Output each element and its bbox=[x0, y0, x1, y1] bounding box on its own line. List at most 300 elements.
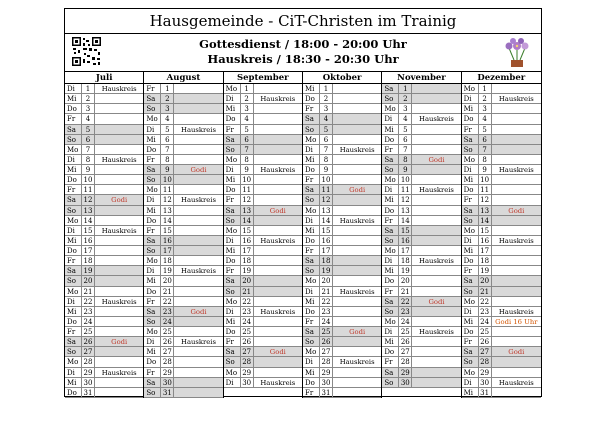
weekday-label: Sa bbox=[65, 266, 82, 275]
day-number: 26 bbox=[320, 337, 333, 346]
weekday-label: Sa bbox=[303, 114, 320, 123]
day-row bbox=[382, 195, 460, 205]
event-label: Hauskreis bbox=[260, 95, 296, 104]
day-number: 13 bbox=[241, 206, 254, 215]
day-number: 17 bbox=[399, 246, 412, 255]
day-number: 28 bbox=[479, 357, 492, 366]
day-row bbox=[303, 216, 381, 226]
weekday-label: Fr bbox=[224, 195, 241, 204]
event-label bbox=[174, 256, 222, 265]
day-row bbox=[462, 216, 541, 226]
weekday-label: Mo bbox=[224, 84, 241, 93]
event-label bbox=[412, 84, 460, 93]
month-header: Juli bbox=[65, 72, 143, 84]
day-row bbox=[382, 226, 460, 236]
day-row bbox=[224, 195, 302, 205]
event-label bbox=[254, 145, 302, 154]
month-header: Dezember bbox=[462, 72, 541, 84]
weekday-label: Mo bbox=[462, 226, 479, 235]
day-row bbox=[144, 104, 222, 114]
weekday-label: Di bbox=[382, 185, 399, 194]
weekday-label: Mi bbox=[462, 104, 479, 113]
weekday-label: Fr bbox=[382, 287, 399, 296]
weekday-label: Mo bbox=[224, 368, 241, 377]
day-number: 4 bbox=[161, 114, 174, 123]
event-label bbox=[174, 206, 222, 215]
weekday-label: Di bbox=[144, 266, 161, 275]
day-row bbox=[144, 175, 222, 185]
weekday-label: Mi bbox=[303, 297, 320, 306]
day-number: 11 bbox=[399, 185, 412, 194]
weekday-label: Mi bbox=[303, 84, 320, 93]
event-label: Hauskreis bbox=[181, 338, 216, 347]
day-row bbox=[382, 307, 460, 317]
weekday-label: Di bbox=[303, 287, 320, 296]
event-label bbox=[174, 378, 222, 387]
day-number: 18 bbox=[241, 256, 254, 265]
event-label bbox=[492, 145, 541, 154]
event-label bbox=[174, 388, 222, 397]
event-label bbox=[174, 104, 222, 113]
day-row bbox=[224, 327, 302, 337]
weekday-label: Fr bbox=[303, 246, 320, 255]
weekday-label: Do bbox=[382, 347, 399, 356]
weekday-label: Do bbox=[65, 246, 82, 255]
event-label: Hauskreis bbox=[498, 95, 534, 104]
weekday-label: Di bbox=[65, 297, 82, 306]
day-row bbox=[303, 266, 381, 276]
day-row bbox=[382, 216, 460, 226]
month-column bbox=[382, 72, 461, 398]
day-number: 15 bbox=[82, 226, 95, 235]
event-label bbox=[95, 236, 143, 245]
day-row bbox=[382, 185, 460, 195]
day-row bbox=[144, 185, 222, 195]
day-number: 25 bbox=[241, 327, 254, 336]
weekday-label: Sa bbox=[303, 256, 320, 265]
weekday-label: So bbox=[144, 388, 161, 397]
event-label bbox=[492, 266, 541, 275]
event-label bbox=[174, 327, 222, 336]
day-row bbox=[462, 388, 541, 398]
event-label bbox=[174, 368, 222, 377]
day-row bbox=[382, 125, 460, 135]
day-row bbox=[144, 347, 222, 357]
weekday-label: Di bbox=[462, 94, 479, 103]
day-number: 7 bbox=[241, 145, 254, 154]
day-number: 31 bbox=[320, 388, 333, 397]
day-number: 12 bbox=[479, 195, 492, 204]
housegroup-times: Hauskreis / 18:30 - 20:30 Uhr bbox=[207, 52, 399, 66]
day-row bbox=[224, 135, 302, 145]
weekday-label: Sa bbox=[144, 307, 161, 316]
day-number: 11 bbox=[161, 185, 174, 194]
month-column bbox=[144, 72, 223, 398]
weekday-label: So bbox=[65, 135, 82, 144]
weekday-label: So bbox=[303, 266, 320, 275]
day-row bbox=[382, 317, 460, 327]
event-label: Hauskreis bbox=[498, 166, 534, 174]
event-label: Hauskreis bbox=[101, 368, 137, 377]
weekday-label: Di bbox=[462, 307, 479, 316]
event-label bbox=[492, 327, 541, 336]
day-number: 27 bbox=[399, 347, 412, 356]
event-label bbox=[333, 114, 381, 123]
day-row bbox=[65, 337, 143, 347]
day-row bbox=[303, 84, 381, 94]
day-number: 25 bbox=[320, 327, 333, 336]
weekday-label: Mo bbox=[462, 368, 479, 377]
day-row bbox=[303, 226, 381, 236]
event-label: Hauskreis bbox=[260, 166, 296, 174]
day-number: 23 bbox=[241, 307, 254, 316]
day-number: 1 bbox=[479, 84, 492, 93]
day-number: 10 bbox=[82, 175, 95, 184]
day-row bbox=[462, 236, 541, 246]
event-label bbox=[174, 94, 222, 103]
weekday-label: Mo bbox=[144, 327, 161, 336]
event-label: Godi bbox=[111, 338, 128, 347]
day-row bbox=[303, 246, 381, 256]
day-row bbox=[462, 165, 541, 175]
day-number: 5 bbox=[320, 125, 333, 134]
day-number: 16 bbox=[241, 236, 254, 245]
event-label bbox=[95, 378, 143, 387]
weekday-label: Fr bbox=[382, 357, 399, 366]
weekday-label: Fr bbox=[303, 317, 320, 326]
page-title: Hausgemeinde - CiT-Christen im Trainig bbox=[65, 9, 541, 34]
day-number: 4 bbox=[241, 114, 254, 123]
day-number: 12 bbox=[241, 195, 254, 204]
day-row bbox=[144, 388, 222, 398]
weekday-label: Fr bbox=[224, 125, 241, 134]
day-number: 24 bbox=[161, 317, 174, 326]
day-number: 28 bbox=[241, 357, 254, 366]
day-row bbox=[462, 226, 541, 236]
weekday-label: So bbox=[224, 145, 241, 154]
day-row bbox=[224, 337, 302, 347]
months-grid bbox=[65, 72, 541, 398]
weekday-label: Fr bbox=[65, 185, 82, 194]
weekday-label: Mi bbox=[144, 276, 161, 285]
event-label bbox=[412, 125, 460, 134]
day-row bbox=[303, 287, 381, 297]
day-number: 16 bbox=[320, 236, 333, 245]
day-row bbox=[65, 104, 143, 114]
day-row bbox=[462, 337, 541, 347]
event-label bbox=[333, 388, 381, 397]
day-number: 15 bbox=[320, 226, 333, 235]
day-number: 20 bbox=[161, 276, 174, 285]
weekday-label: Mi bbox=[224, 317, 241, 326]
event-label bbox=[492, 175, 541, 184]
day-number: 9 bbox=[82, 165, 95, 174]
event-label bbox=[412, 337, 460, 346]
day-number: 5 bbox=[479, 125, 492, 134]
day-number: 24 bbox=[82, 317, 95, 326]
day-number: 22 bbox=[82, 297, 95, 306]
weekday-label: Mi bbox=[462, 388, 479, 397]
weekday-label: Do bbox=[303, 165, 320, 174]
event-label bbox=[254, 246, 302, 255]
day-number: 12 bbox=[399, 195, 412, 204]
day-number: 18 bbox=[320, 256, 333, 265]
day-row bbox=[462, 297, 541, 307]
day-number: 12 bbox=[161, 195, 174, 204]
day-number: 2 bbox=[320, 94, 333, 103]
day-row bbox=[303, 155, 381, 165]
event-label bbox=[333, 368, 381, 377]
day-row bbox=[65, 206, 143, 216]
day-row bbox=[382, 155, 460, 165]
day-number: 26 bbox=[82, 337, 95, 346]
weekday-label: Do bbox=[224, 327, 241, 336]
day-row bbox=[144, 155, 222, 165]
month-header: September bbox=[224, 72, 302, 84]
weekday-label: Sa bbox=[144, 236, 161, 245]
day-row bbox=[303, 357, 381, 367]
day-number: 23 bbox=[161, 307, 174, 316]
event-label bbox=[95, 104, 143, 113]
event-label bbox=[95, 266, 143, 275]
day-row bbox=[65, 185, 143, 195]
day-number: 10 bbox=[241, 175, 254, 184]
day-row bbox=[65, 327, 143, 337]
day-row bbox=[382, 378, 460, 388]
weekday-label: So bbox=[144, 246, 161, 255]
event-label bbox=[174, 246, 222, 255]
day-number: 20 bbox=[241, 276, 254, 285]
event-label: Hauskreis bbox=[339, 216, 375, 225]
day-row bbox=[65, 216, 143, 226]
event-label: Godi bbox=[508, 206, 525, 215]
day-number: 3 bbox=[82, 104, 95, 113]
weekday-label: Fr bbox=[144, 368, 161, 377]
event-label bbox=[492, 84, 541, 93]
day-row bbox=[224, 357, 302, 367]
day-number: 7 bbox=[161, 145, 174, 154]
day-number: 26 bbox=[161, 337, 174, 346]
weekday-label: Do bbox=[224, 185, 241, 194]
weekday-label: Mi bbox=[144, 135, 161, 144]
day-number: 27 bbox=[82, 347, 95, 356]
day-row bbox=[303, 256, 381, 266]
event-label bbox=[174, 287, 222, 296]
day-row bbox=[65, 145, 143, 155]
day-row bbox=[65, 287, 143, 297]
day-row bbox=[144, 317, 222, 327]
day-row bbox=[144, 125, 222, 135]
weekday-label: So bbox=[462, 145, 479, 154]
weekday-label: Mi bbox=[303, 368, 320, 377]
day-row bbox=[382, 104, 460, 114]
day-row bbox=[65, 256, 143, 266]
event-label bbox=[95, 357, 143, 366]
day-row bbox=[462, 206, 541, 216]
event-label bbox=[492, 226, 541, 235]
weekday-label: Mo bbox=[65, 287, 82, 296]
event-label bbox=[174, 114, 222, 123]
weekday-label: Do bbox=[303, 307, 320, 316]
day-number: 24 bbox=[241, 317, 254, 326]
day-number: 4 bbox=[479, 114, 492, 123]
day-row bbox=[303, 185, 381, 195]
day-row bbox=[303, 114, 381, 124]
day-number: 21 bbox=[399, 287, 412, 296]
day-row bbox=[303, 337, 381, 347]
day-number: 14 bbox=[161, 216, 174, 225]
day-row bbox=[382, 256, 460, 266]
event-label bbox=[492, 216, 541, 225]
weekday-label: Sa bbox=[224, 135, 241, 144]
event-label bbox=[254, 125, 302, 134]
day-number: 20 bbox=[82, 276, 95, 285]
day-row bbox=[462, 104, 541, 114]
day-row bbox=[303, 236, 381, 246]
day-row bbox=[303, 125, 381, 135]
day-row bbox=[462, 266, 541, 276]
day-row bbox=[224, 145, 302, 155]
weekday-label: So bbox=[65, 276, 82, 285]
event-label bbox=[254, 114, 302, 123]
day-row bbox=[144, 195, 222, 205]
day-number: 22 bbox=[161, 297, 174, 306]
day-number: 16 bbox=[479, 236, 492, 245]
weekday-label: Mi bbox=[65, 165, 82, 174]
event-label bbox=[333, 236, 381, 245]
day-number: 18 bbox=[399, 256, 412, 265]
weekday-label: Fr bbox=[303, 104, 320, 113]
day-number: 27 bbox=[320, 347, 333, 356]
day-row bbox=[382, 327, 460, 337]
event-label: Godi bbox=[190, 307, 207, 316]
day-row bbox=[303, 378, 381, 388]
weekday-label: So bbox=[303, 125, 320, 134]
event-label bbox=[95, 125, 143, 134]
day-number: 9 bbox=[399, 165, 412, 174]
day-row bbox=[65, 347, 143, 357]
event-label bbox=[333, 337, 381, 346]
day-row bbox=[462, 155, 541, 165]
day-row bbox=[303, 388, 381, 398]
weekday-label: Mi bbox=[65, 236, 82, 245]
event-label bbox=[174, 135, 222, 144]
weekday-label: Do bbox=[462, 185, 479, 194]
day-row bbox=[382, 145, 460, 155]
weekday-label: Fr bbox=[303, 388, 320, 397]
day-number: 14 bbox=[241, 216, 254, 225]
day-number: 4 bbox=[399, 114, 412, 123]
day-row bbox=[382, 135, 460, 145]
event-label bbox=[333, 246, 381, 255]
day-number: 17 bbox=[82, 246, 95, 255]
weekday-label: Fr bbox=[65, 114, 82, 123]
day-row bbox=[303, 276, 381, 286]
event-label: Hauskreis bbox=[101, 155, 137, 164]
day-row bbox=[224, 378, 302, 388]
day-row bbox=[462, 135, 541, 145]
day-row bbox=[224, 94, 302, 104]
weekday-label: Fr bbox=[462, 125, 479, 134]
event-label bbox=[174, 357, 222, 366]
weekday-label: Fr bbox=[462, 266, 479, 275]
event-label bbox=[412, 246, 460, 255]
day-number: 21 bbox=[320, 287, 333, 296]
event-label bbox=[333, 307, 381, 316]
weekday-label: Mi bbox=[462, 246, 479, 255]
event-label bbox=[254, 216, 302, 225]
day-number: 17 bbox=[320, 246, 333, 255]
weekday-label: So bbox=[462, 357, 479, 366]
day-number: 9 bbox=[479, 165, 492, 174]
weekday-label: Do bbox=[65, 388, 82, 397]
day-number: 6 bbox=[161, 135, 174, 144]
day-number: 6 bbox=[399, 135, 412, 144]
day-row bbox=[144, 84, 222, 94]
day-row bbox=[382, 114, 460, 124]
event-label bbox=[412, 266, 460, 275]
day-number: 10 bbox=[479, 175, 492, 184]
day-row bbox=[382, 368, 460, 378]
day-row bbox=[462, 256, 541, 266]
event-label bbox=[254, 276, 302, 285]
weekday-label: Sa bbox=[224, 276, 241, 285]
day-row bbox=[224, 266, 302, 276]
event-label bbox=[412, 135, 460, 144]
day-number: 1 bbox=[241, 84, 254, 93]
event-label bbox=[333, 317, 381, 326]
weekday-label: Sa bbox=[382, 226, 399, 235]
event-label: Godi bbox=[508, 348, 525, 357]
weekday-label: Mi bbox=[65, 307, 82, 316]
event-label bbox=[254, 195, 302, 204]
event-label bbox=[333, 206, 381, 215]
day-number: 19 bbox=[82, 266, 95, 275]
event-label bbox=[254, 135, 302, 144]
month-header: November bbox=[382, 72, 460, 84]
event-label bbox=[95, 206, 143, 215]
weekday-label: Di bbox=[224, 94, 241, 103]
day-number: 22 bbox=[479, 297, 492, 306]
day-row bbox=[382, 297, 460, 307]
weekday-label: So bbox=[303, 337, 320, 346]
event-label bbox=[174, 185, 222, 194]
event-label bbox=[412, 104, 460, 113]
day-number: 4 bbox=[320, 114, 333, 123]
event-label bbox=[412, 368, 460, 377]
day-row bbox=[224, 317, 302, 327]
weekday-label: So bbox=[224, 357, 241, 366]
day-number: 3 bbox=[479, 104, 492, 113]
weekday-label: Di bbox=[144, 125, 161, 134]
weekday-label: Di bbox=[224, 236, 241, 245]
event-label: Hauskreis bbox=[419, 257, 454, 266]
weekday-label: Di bbox=[303, 216, 320, 225]
day-number: 1 bbox=[320, 84, 333, 93]
event-label bbox=[412, 226, 460, 235]
day-number: 15 bbox=[241, 226, 254, 235]
event-label: Hauskreis bbox=[181, 267, 216, 276]
day-row bbox=[303, 327, 381, 337]
event-label bbox=[412, 195, 460, 204]
event-label: Godi bbox=[269, 206, 286, 215]
weekday-label: Di bbox=[224, 307, 241, 316]
day-row bbox=[382, 84, 460, 94]
event-label bbox=[492, 337, 541, 346]
day-number: 19 bbox=[161, 266, 174, 275]
event-label bbox=[412, 216, 460, 225]
event-label bbox=[333, 104, 381, 113]
